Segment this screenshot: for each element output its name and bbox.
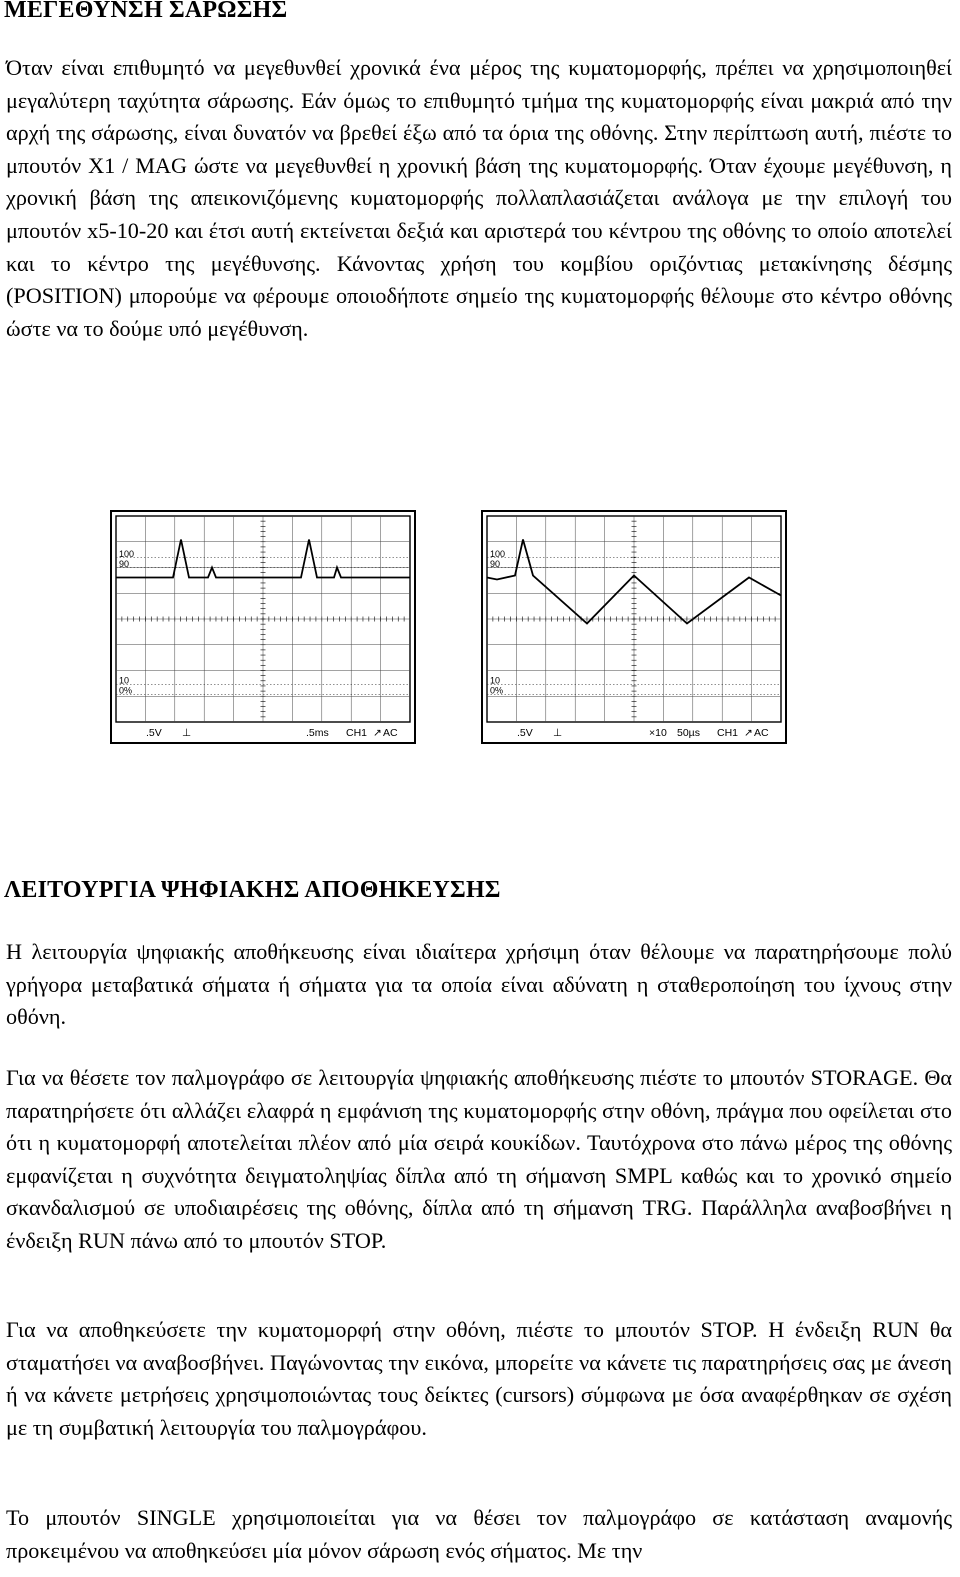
timebase-readout: 50µs: [677, 727, 700, 739]
coupling-readout: AC: [754, 727, 769, 739]
magnify-readout: ×10: [649, 727, 667, 739]
channel-readout: CH1: [717, 727, 739, 739]
percent-marker-90: 90: [119, 558, 130, 569]
percent-marker-0: 0%: [119, 685, 133, 696]
channel-readout: CH1: [346, 727, 368, 739]
coupling-readout: AC: [383, 727, 398, 739]
percent-marker-90: 90: [490, 558, 501, 569]
storage-paragraph-4: Το μπουτόν SINGLE χρησιμοποιείται για να θέσει τον παλμογράφο σε κατάσταση αναμονής προκειμένου να αποθηκεύσει μία μόνον σάρωση ενός σήματος. Με την: [6, 1505, 952, 1563]
ground-coupling-symbol: ⊥: [553, 727, 563, 739]
percent-marker-0: 0%: [490, 685, 504, 696]
percent-marker-100: 100: [490, 548, 506, 559]
trigger-slope-symbol: ↗: [744, 727, 753, 739]
volts-per-div-readout: .5V: [517, 727, 533, 739]
zoom-paragraph: Όταν είναι επιθυμητό να μεγεθυνθεί χρονικά ένα μέρος της κυματομορφής, πρέπει να χρησιμοποιηθεί μεγαλύτερη ταχύτητα σάρωσης. Εάν όμως το επιθυμητό τμήμα της κυματομορφής είναι μακριά από την αρχή της σάρωσης, είναι δυνατόν να βρεθεί έξω από τα όρια της οθόνης. Στην περίπτωση αυτή, πιέστε το μπουτόν Χ1 / MAG ώστε να μεγεθυνθεί η χρονική βάση της κυματομορφής. Όταν έχουμε μεγέθυνση, η χρονική βάση της απεικονιζόμενης κυματομορφής πολλαπλασιάζεται ανάλογα με την επιλογή του μπουτόν x5-10-20 και έτσι αυτή εκτείνεται δεξιά και αριστερά του κέντρου της οθόνης το οποίο αποτελεί και το κέντρο της μεγέθυνσης. Κάνοντας χρήση του κομβίου οριζόντιας μετακίνησης δέσμης (POSITION) μπορούμε να φέρουμε οποιοδήποτε σημείο της κυματομορφής θέλουμε στο κέντρο οθόνης ώστε να το δούμε υπό μεγέθυνση.: [6, 55, 952, 341]
percent-marker-100: 100: [119, 548, 135, 559]
scope-display-magnified: [481, 510, 787, 744]
storage-paragraph-2: Για να θέσετε τον παλμογράφο σε λειτουργία ψηφιακής αποθήκευσης πιέστε το μπουτόν STORAGE. Θα παρατηρήσετε ότι αλλάζει ελαφρά η εμφάνιση της κυματομορφής στην οθόνη, πράγμα που οφείλεται στο ότι η κυματομορφή αποτελείται πλέον από μία σειρά κουκίδων. Ταυτόχρονα στο πάνω μέρος της οθόνης εμφανίζεται η συχνότητα δειγματοληψίας δίπλα από τη σήμανση SMPL καθώς και το χρονικό σημείο σκανδαλισμού σε υποδιαιρέσεις της οθόνης, δίπλα από τη σήμανση TRG. Παράλληλα αναβοσβήνει η ένδειξη RUN πάνω από το μπουτόν STOP.: [6, 1065, 952, 1253]
percent-marker-10: 10: [490, 675, 501, 686]
percent-marker-10: 10: [119, 675, 130, 686]
timebase-readout: .5ms: [306, 727, 329, 739]
oscilloscope-screen-magnified: [481, 510, 787, 744]
storage-paragraph-1: Η λειτουργία ψηφιακής αποθήκευσης είναι ιδιαίτερα χρήσιμη όταν θέλουμε να παρατηρήσουμε πολύ γρήγορα μεταβατικά σήματα ή σήματα για τα οποία είναι αδύνατη η σταθεροποίηση του ίχνους στην οθόνη.: [6, 939, 952, 1030]
storage-paragraph-3: Για να αποθηκεύσετε την κυματομορφή στην οθόνη, πιέστε το μπουτόν STOP. Η ένδειξη RUN θα σταματήσει να αναβοσβήνει. Παγώνοντας την εικόνα, μπορείτε να κάνετε τις παρατηρήσεις σας με άνεση ή να κάνετε μετρήσεις χρησιμοποιώντας τους δείκτες (cursors) σύμφωνα με όσα αναφέρθηκαν σε σχέση με τη συμβατική λειτουργία του παλμογράφου.: [6, 1317, 952, 1440]
section-heading-storage: ΛΕΙΤΟΥΡΓΙΑ ΨΗΦΙΑΚΗΣ ΑΠΟΘΗΚΕΥΣΗΣ: [4, 877, 501, 903]
ground-coupling-symbol: ⊥: [182, 727, 192, 739]
oscilloscope-screen-normal: [110, 510, 416, 744]
volts-per-div-readout: .5V: [146, 727, 162, 739]
section-heading-zoom: ΜΕΓΕΘΥΝΣΗ ΣΑΡΩΣΗΣ: [4, 0, 288, 23]
trigger-slope-symbol: ↗: [373, 727, 382, 739]
scope-display-normal: [110, 510, 416, 744]
